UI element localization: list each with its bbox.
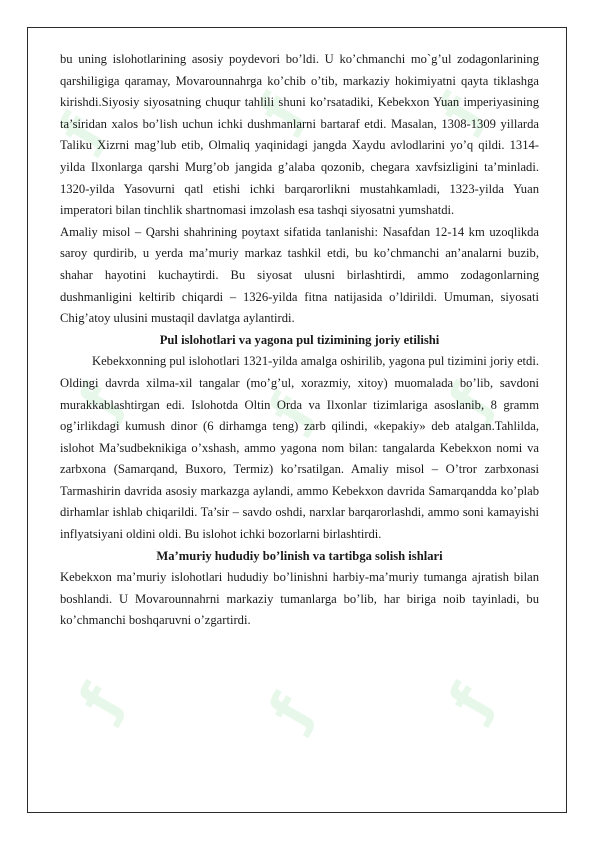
svg-text:ƒ: ƒ: [66, 674, 134, 727]
svg-text:ƒ: ƒ: [426, 84, 494, 137]
svg-text:ƒ: ƒ: [436, 674, 504, 727]
paragraph: Amaliy misol – Qarshi shahrining poytaxt sifatida tanlanishi: Nasafdan 12-14 km uzoqlikda saroy qurdirib, u yerda ma’muriy markaz tashkil etdi, bu ko’chmanchi an’analarni buzib, shahar hayotini kuchaytirdi. Bu siyosat ulusni birlashtirdi, ammo zodagonlarning dushmanligini keltirib chiqardi – 1326-yilda fitna natijasida o’ldirildi. Umuman, siyosati Chig’atoy ulusini mustaqil davlatga aylantirdi.: [60, 224, 539, 326]
svg-text:ƒ: ƒ: [46, 104, 114, 157]
svg-text:ƒ: ƒ: [256, 384, 324, 437]
paragraph: Kebekxonning pul islohotlari 1321-yilda amalga oshirilib, yagona pul tizimini joriy etdi. Oldingi davrda xilma-xil tangalar (mo’g’ul, xorazmiy, xitoy) muomalada bo’lib, savdoni murakkablashtirgan edi. Islohotda Oltin Orda va Ilxonlar tizimlariga asoslanib, 8 gramm og’irlikdagi kumush dinor (6 dirhamga teng) zarb qilindi, «kepakiy» deb atalgan.Tahlilda, islohot Ma’sudbeknikiga o’xshash, ammo yagona nom bilan: tangalarda Kebekxon nomi va zarbxona (Samarqand, Buxoro, Termiz) ko’rsatilgan. Amaliy misol – O’tror zarbxonasi Tarmashirin davrida asosiy markazga aylandi, ammo Kebekxon davrida Samarqandda ko’plab dirhamlar ishlab chiqarildi. Ta’sir – savdo oshdi, narxlar barqarorlashdi, ammo soni kamayishi inflyatsiyani oldini oldi. Bu islohot ichki bozorlarni birlashtirdi.: [60, 354, 539, 542]
document-body: [60, 49, 539, 632]
svg-text:ƒ: ƒ: [246, 84, 314, 137]
svg-text:ƒ: ƒ: [436, 374, 504, 427]
section-heading: Pul islohotlari va yagona pul tizimining joriy etilishi: [159, 332, 440, 347]
svg-text:ƒ: ƒ: [66, 374, 134, 427]
section-heading: Ma’muriy hududiy bo’linish va tartibga solish ishlari: [156, 548, 443, 563]
svg-text:ƒ: ƒ: [256, 684, 324, 737]
paragraph: Kebekxon ma’muriy islohotlari hududiy bo’linishni harbiy-ma’muriy tumanga ajratish bilan boshlandi. U Movarounnahrni markaziy tumanlarga bo’lib, har biriga noib tayinladi, bu ko’chmanchi boshqaruvni o’zgartirdi.: [60, 570, 539, 628]
paragraph: bu uning islohotlarining asosiy poydevori bo’ldi. U ko’chmanchi mo`g’ul zodagonlarining qarshiligiga qaramay, Movarounnahrga ko’chib o’tib, markaziy hokimiyatni qayta tiklashga kirishdi.Siyosiy siyosatning chuqur tahlili shuni ko’rsatadiki, Kebekxon Yuan imperiyasining ta’siridan xalos bo’lish uchun ichki dushmanlarni bartaraf etdi. Masalan, 1308-1309 yillarda Taliku Xizrni mag’lub etib, Olmaliq yaqinidagi jangda Xaydu avlodlarini yo’q qildi. 1314-yilda Ilxonlarga qarshi Murg’ob jangida g’alaba qozonib, chegara xavfsizligini ta’minladi. 1320-yilda Yasovurni qatl etishi ichki barqarorlikni mustahkamladi, 1323-yilda Yuan imperatori bilan tinchlik shartnomasi imzolash esa tashqi siyosatni yumshatdi.: [60, 52, 539, 218]
